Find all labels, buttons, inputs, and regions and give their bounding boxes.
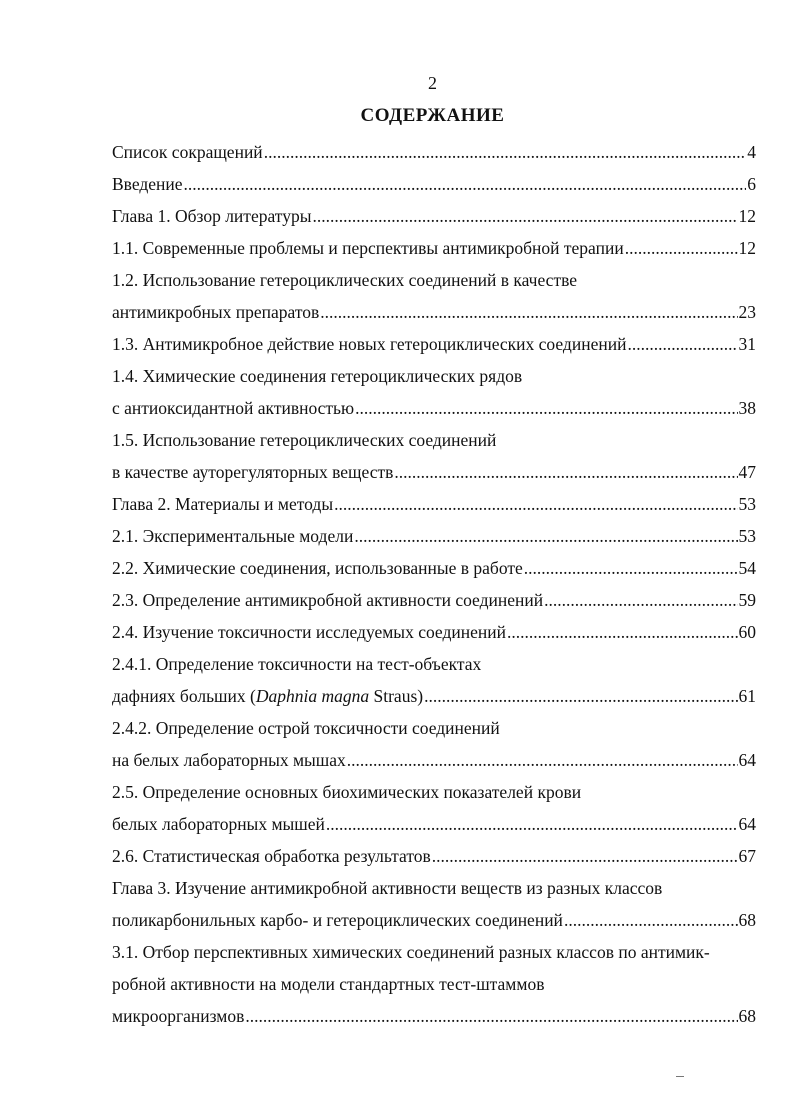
toc-entry-text: Глава 1. Обзор литературы: [112, 206, 312, 226]
dot-leader: [625, 232, 738, 264]
toc-entry-text: в качестве ауторегуляторных веществ: [112, 462, 394, 482]
toc-entry-text: 2.4. Изучение токсичности исследуемых соединений: [112, 622, 506, 642]
toc-entry[interactable]: [112, 744, 756, 776]
toc-entry-text-post: Straus): [369, 686, 424, 706]
toc-entry-text: на белых лабораторных мышах: [112, 750, 346, 770]
toc-entry-page: 38: [738, 398, 756, 418]
toc-entry[interactable]: [112, 136, 756, 168]
toc-entry-text: Введение: [112, 174, 183, 194]
page-number: 2: [428, 73, 437, 93]
toc-entry-text: 2.3. Определение антимикробной активности соединений: [112, 590, 544, 610]
toc-entry[interactable]: [112, 616, 756, 648]
toc-entry-page: 23: [738, 302, 756, 322]
dot-leader: [320, 296, 737, 328]
page-title: СОДЕРЖАНИЕ: [360, 105, 505, 126]
dot-leader: [264, 136, 747, 168]
toc-entry[interactable]: [112, 392, 756, 424]
toc-entry-text: Список сокращений: [112, 142, 263, 162]
toc-entry-text: 1.3. Антимикробное действие новых гетероциклических соединений: [112, 334, 627, 354]
dot-leader: [424, 680, 737, 712]
dot-leader: [312, 200, 737, 232]
toc-entry-page: 53: [738, 526, 756, 546]
toc-entry-line2[interactable]: робной активности на модели стандартных тест-штаммов: [112, 974, 545, 994]
toc-entry[interactable]: [112, 168, 756, 200]
toc-entry[interactable]: [112, 680, 756, 712]
toc-entry-text: белых лабораторных мышей: [112, 814, 325, 834]
toc-entry[interactable]: [112, 200, 756, 232]
toc-entry-page: 68: [738, 1006, 756, 1026]
toc-entry-line1[interactable]: 2.4.1. Определение токсичности на тест-объектах: [112, 654, 482, 674]
toc-entry-page: 4: [747, 142, 756, 162]
toc-entry-line1[interactable]: 2.5. Определение основных биохимических показателей крови: [112, 782, 582, 802]
dot-leader: [394, 456, 737, 488]
toc-entry[interactable]: [112, 552, 756, 584]
toc-entry-text: с антиоксидантной активностью: [112, 398, 355, 418]
species-name: Daphnia magna: [255, 686, 370, 706]
toc-entry[interactable]: [112, 296, 756, 328]
dot-leader: [245, 1000, 737, 1032]
toc-entry-text: 2.1. Экспериментальные модели: [112, 526, 354, 546]
toc-entry-text: 1.1. Современные проблемы и перспективы антимикробной терапии: [112, 238, 624, 258]
toc-entry-line1[interactable]: 1.5. Использование гетероциклических соединений: [112, 430, 497, 450]
toc-entry-page: 6: [747, 174, 756, 194]
toc-entry-page: 61: [738, 686, 756, 706]
toc-entry[interactable]: [112, 840, 756, 872]
toc-entry-line1[interactable]: 1.2. Использование гетероциклических соединений в качестве: [112, 270, 578, 290]
toc-entry[interactable]: [112, 488, 756, 520]
toc-entry-page: 64: [738, 814, 756, 834]
toc-entry-page: 64: [738, 750, 756, 770]
toc-entry[interactable]: [112, 456, 756, 488]
toc-entry-line1[interactable]: 3.1. Отбор перспективных химических соединений разных классов по антимик-: [112, 942, 710, 962]
dot-leader: [347, 744, 738, 776]
toc-entry-page: 68: [738, 910, 756, 930]
toc-entry[interactable]: [112, 808, 756, 840]
dot-leader: [355, 392, 737, 424]
dot-leader: [507, 616, 738, 648]
toc-entry[interactable]: [112, 520, 756, 552]
toc-entry[interactable]: [112, 584, 756, 616]
toc-entry-text: микроорганизмов: [112, 1006, 245, 1026]
toc-entry-line1[interactable]: 2.4.2. Определение острой токсичности соединений: [112, 718, 500, 738]
toc-entry[interactable]: [112, 328, 756, 360]
toc-entry-text: 2.6. Статистическая обработка результатов: [112, 846, 431, 866]
toc-entry-page: 31: [738, 334, 756, 354]
toc-entry-line1[interactable]: 1.4. Химические соединения гетероциклических рядов: [112, 366, 523, 386]
toc-entry-page: 53: [738, 494, 756, 514]
dot-leader: [544, 584, 737, 616]
toc-entry-text: поликарбонильных карбо- и гетероциклических соединений: [112, 910, 563, 930]
toc-entry-text: Глава 2. Материалы и методы: [112, 494, 334, 514]
toc-entry[interactable]: [112, 904, 756, 936]
toc-entry-page: 54: [738, 558, 756, 578]
dot-leader: [627, 328, 737, 360]
toc-entry[interactable]: [112, 232, 756, 264]
toc-entry-page: 12: [738, 206, 756, 226]
toc-entry-text: антимикробных препаратов: [112, 302, 320, 322]
toc-entry-page: 12: [738, 238, 756, 258]
scan-mark: [676, 1076, 684, 1077]
toc-entry-text-pre: дафниях больших (: [112, 686, 256, 706]
toc-entry-page: 67: [738, 846, 756, 866]
dot-leader: [354, 520, 737, 552]
dot-leader: [432, 840, 738, 872]
dot-leader: [564, 904, 738, 936]
dot-leader: [326, 808, 738, 840]
toc-entry-text: [112, 680, 423, 712]
toc-entry[interactable]: [112, 1000, 756, 1032]
dot-leader: [184, 168, 747, 200]
toc-entry-page: 60: [738, 622, 756, 642]
toc-entry-text: 2.2. Химические соединения, использованные в работе: [112, 558, 523, 578]
dot-leader: [524, 552, 738, 584]
toc-entry-page: 59: [738, 590, 756, 610]
table-of-contents: [112, 136, 756, 1032]
toc-entry-line1[interactable]: Глава 3. Изучение антимикробной активности веществ из разных классов: [112, 878, 663, 898]
dot-leader: [334, 488, 737, 520]
toc-entry-page: 47: [738, 462, 756, 482]
